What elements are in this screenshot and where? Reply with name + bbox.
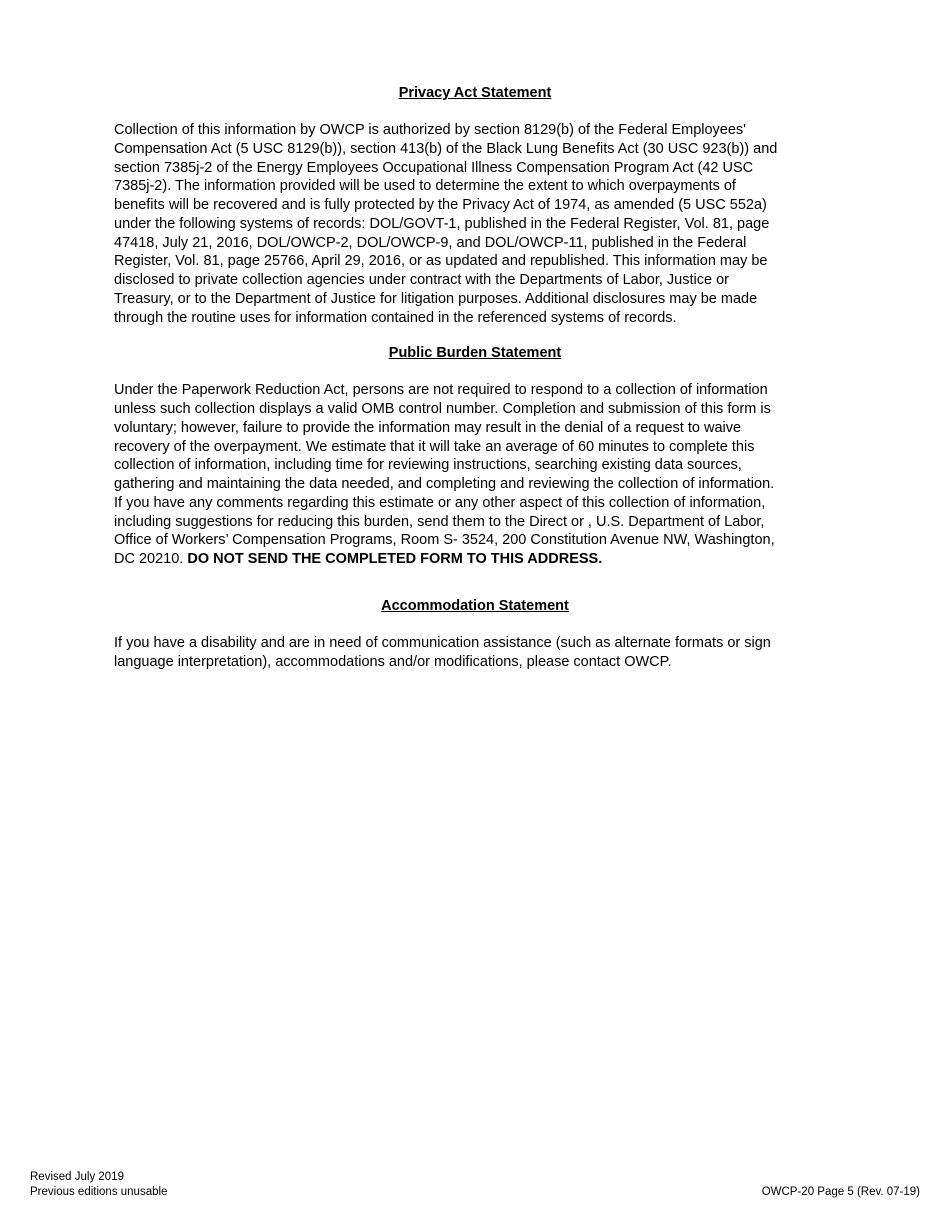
footer-previous-editions: Previous editions unusable: [30, 1185, 168, 1198]
document-body: [114, 84, 836, 671]
privacy-act-heading: Privacy Act Statement: [398, 85, 552, 101]
privacy-act-paragraph: Collection of this information by OWCP is authorized by section 8129(b) of the Federal Employees' Compensation Act (5 USC 8129(b)), section 413(b) of the Black Lung Benefits Act (30 USC 923(b)) and section 7385j-2 of the Energy Employees Occupational Illness Compensation Program Act (42 USC 7385j-2). The information provided will be used to determine the extent to which overpayments of benefits will be recovered and is fully protected by the Privacy Act of 1974, as amended (5 USC 552a) under the following systems of records: DOL/GOVT-1, published in the Federal Register, Vol. 81, page 47418, July 21, 2016, DOL/OWCP-2, DOL/OWCP-9, and DOL/OWCP-11, published in the Federal Register, Vol. 81, page 25766, April 29, 2016, or as updated and republished. This information may be disclosed to private collection agencies under contract with the Departments of Labor, Justice or Treasury, or to the Department of Justice for litigation purposes. Additional disclosures may be made through the routine uses for information contained in the referenced systems of records.: [114, 122, 778, 326]
footer-form-id: OWCP-20 Page 5 (Rev. 07-19): [761, 1186, 920, 1198]
public-burden-paragraph: [114, 381, 836, 569]
do-not-send-notice: DO NOT SEND THE COMPLETED FORM TO THIS ADDRESS.: [187, 551, 603, 567]
footer-revised-date: Revised July 2019: [30, 1171, 124, 1183]
public-burden-text: Under the Paperwork Reduction Act, persons are not required to respond to a collection of information unless such collection displays a valid OMB control number. Completion and submission of this form is voluntary; however, failure to provide the information may result in the denial of a request to waive recovery of the overpayment. We estimate that it will take an average of 60 minutes to complete this collection of information, including time for reviewing instructions, searching existing data sources, gathering and maintaining the data needed, and completing and reviewing the collection of information. If you have any comments regarding this estimate or any other aspect of this collection of information, including suggestions for reducing this burden, send them to the Direct or , U.S. Department of Labor, Office of Workers’ Compensation Programs, Room S- 3524, 200 Constitution Avenue NW, Washington, DC 20210.: [114, 382, 775, 567]
footer-revision-info: [30, 1170, 167, 1199]
accommodation-heading: Accommodation Statement: [381, 597, 569, 614]
accommodation-paragraph: If you have a disability and are in need of communication assistance (such as alternate formats or sign language interpretation), accommodations and/or modifications, please contact OWCP.: [114, 634, 771, 670]
public-burden-heading: Public Burden Statement: [388, 345, 562, 362]
